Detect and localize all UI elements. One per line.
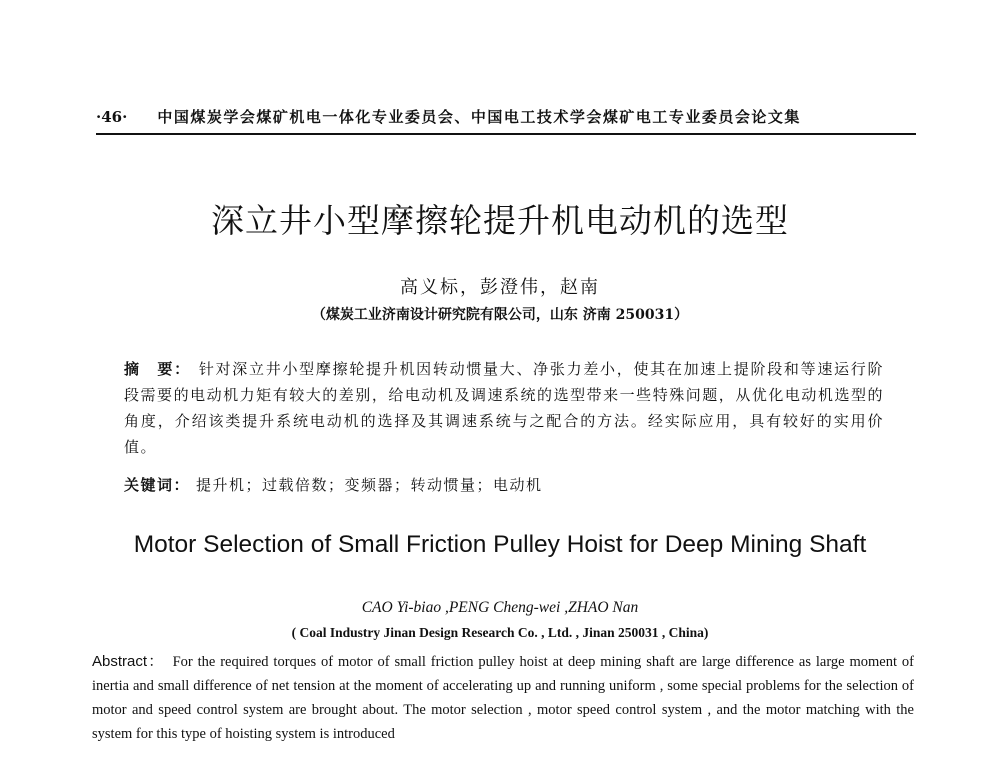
affiliation-en: ( Coal Industry Jinan Design Research Co. , Ltd. , Jinan 250031 , China)	[291, 625, 709, 640]
abstract-zh-label: 摘 要：	[124, 360, 191, 378]
header-divider	[96, 133, 916, 135]
abstract-zh-text: 针对深立井小型摩擦轮提升机因转动惯量大、净张力差小，使其在加速上提阶段和等速运行阶段需要的电动机力矩有较大的差别，给电动机及调速系统的选型带来一些特殊问题，从优化电动机选型的角度，介绍该类提升系统电动机的选择及其调速系统与之配合的方法。经实际应用，具有较好的实用价值。	[124, 360, 884, 456]
authors-en: CAO Yi-biao ,PENG Cheng-wei ,ZHAO Nan	[361, 599, 639, 616]
keywords-zh-text: 提升机；过载倍数；变频器；转动惯量；电动机	[196, 476, 543, 494]
keywords-zh-label: 关键词：	[124, 476, 191, 494]
authors-zh: 高义标，彭澄伟，赵南	[400, 277, 600, 298]
abstract-zh	[124, 356, 884, 460]
affiliation-zh: （煤炭工业济南设计研究院有限公司，山东 济南 250031）	[311, 307, 689, 323]
abstract-en	[92, 650, 914, 746]
paper-title-en: Motor Selection of Small Friction Pulley Hoist for Deep Mining Shaft	[133, 531, 867, 558]
page-number: ·46·	[96, 108, 128, 126]
abstract-en-label: Abstract：	[92, 653, 165, 670]
keywords-zh	[124, 474, 884, 495]
paper-title-zh: 深立井小型摩擦轮提升机电动机的选型	[211, 201, 789, 240]
abstract-en-text: For the required torques of motor of small friction pulley hoist at deep mining shaft are large difference as large moment of inertia and small difference of net tension at the moment of accelerating up and running uniform , some special problems for the selection of motor and speed control system are brought about. The motor selection , motor speed control system , and the motor matching with the system for this type of hoisting system is introduced	[92, 654, 914, 742]
running-header	[96, 106, 916, 127]
journal-title: 中国煤炭学会煤矿机电一体化专业委员会、中国电工技术学会煤矿电工专业委员会论文集	[157, 108, 801, 126]
